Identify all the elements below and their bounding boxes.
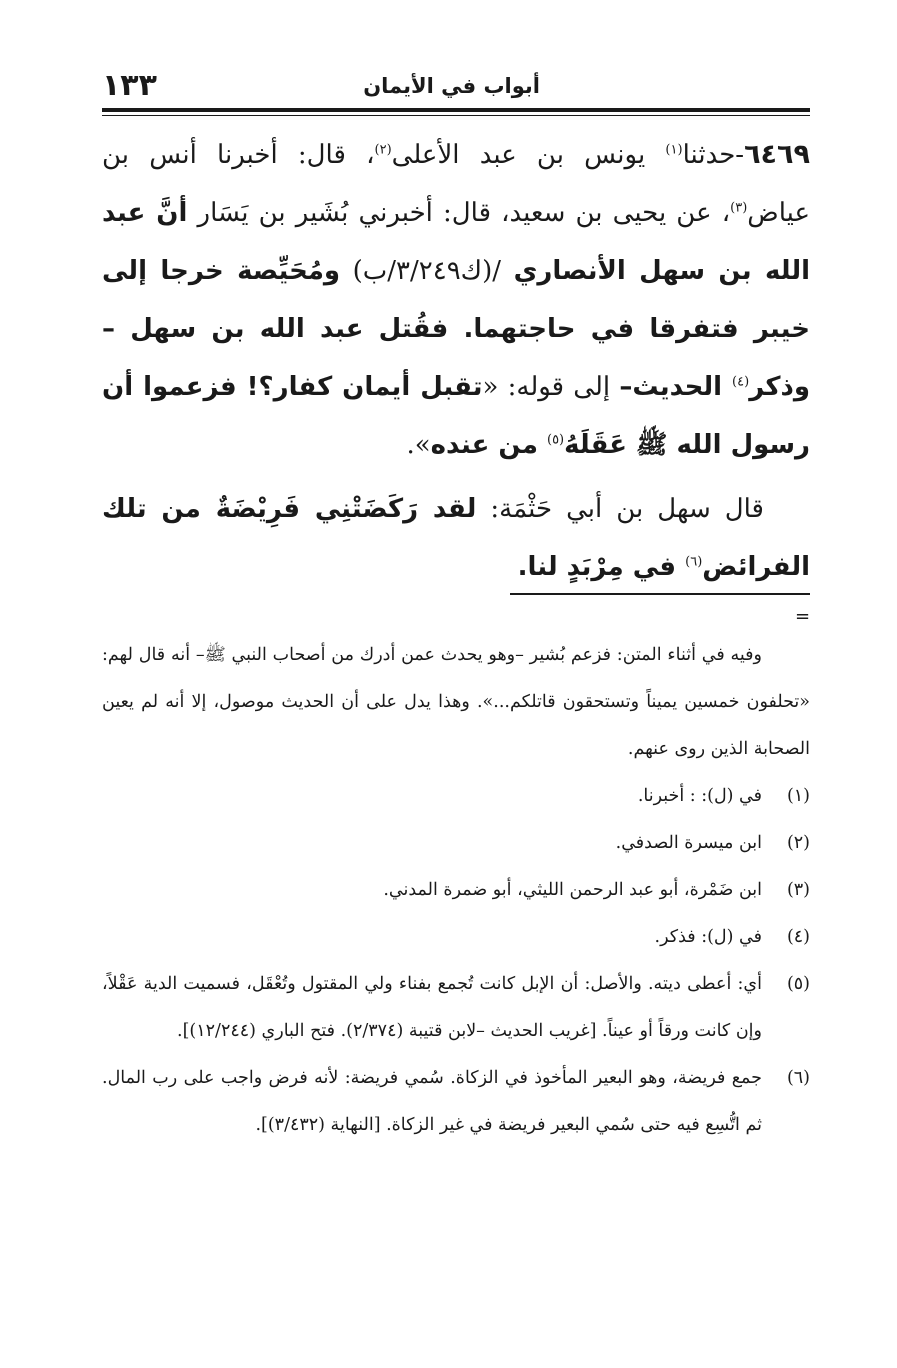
footnote-marker-5: (٥) [546, 432, 565, 448]
footnote-number: (٢) [786, 833, 810, 853]
footnote-marker-4: (٤) [732, 374, 750, 390]
footnote-number: (٥) [786, 974, 810, 994]
footnote-text: جمع فريضة، وهو البعير المأخوذ في الزكاة. سُمي فريضة: لأنه فرض واجب على رب المال. ثم اتُّسِع فيه حتى سُمي البعير فريضة في غير الزكاة. [النهاية (٣/٤٣٢)]. [102, 1068, 762, 1135]
footnote-marker-1: (١) [665, 142, 683, 158]
footnote-separator [510, 593, 810, 595]
text-run: ». [406, 430, 431, 460]
text-run: ، قال: أخبرنا أنس بن عياض [102, 140, 810, 228]
footnote-marker-2: (٢) [374, 142, 392, 158]
matn-bold-run: في مِرْبَدٍ لنا. [517, 552, 686, 582]
matn-bold-run: لقد رَكَضَتْنِي فَرِيْضَةٌ من تلك الفرائض [102, 494, 810, 582]
footnote-text: ابن ميسرة الصدفي. [615, 833, 762, 853]
text-run: قال سهل بن أبي حَثْمَة: [476, 494, 764, 524]
footnote-item [102, 1055, 810, 1149]
footnote-number: (١) [786, 786, 810, 806]
footnote-number: (٦) [786, 1068, 810, 1088]
footnote-marker-6: (٦) [685, 554, 703, 570]
footnote-marker-3: (٣) [730, 200, 748, 216]
page-number: ١٣٣ [102, 68, 157, 103]
page-header [102, 68, 810, 108]
hadith-text [102, 126, 810, 596]
footnote-text: في (ل): : أخبرنا. [637, 786, 762, 806]
footnote-item [102, 914, 810, 961]
matn-bold-run: الحديث– [619, 372, 733, 402]
matn-bold-run: من عنده [430, 430, 547, 460]
matn-bold-run: أنَّ عبد الله بن سهل الأنصاري [102, 198, 810, 286]
footnote-item [102, 773, 810, 820]
text-run: ، عن يحيى بن سعيد، قال: أخبرني بُشَير بن يَسَار [187, 198, 731, 228]
continuation-mark: = [795, 606, 811, 627]
header-rule-thin [102, 115, 810, 116]
running-title: أبواب في الأيمان [363, 74, 540, 98]
footnote-text: في (ل): فذكر. [654, 927, 762, 947]
footnote-text: ابن ضَمْرة، أبو عبد الرحمن الليثي، أبو ضمرة المدني. [383, 880, 762, 900]
header-rule-thick [102, 108, 810, 112]
footnote-item [102, 820, 810, 867]
footnote-item [102, 867, 810, 914]
hadith-paragraph-2 [102, 480, 810, 596]
footnotes [102, 632, 810, 1149]
hadith-number: ٦٤٦٩ [744, 139, 810, 170]
matn-bold-run: ومُحَيِّصة خرجا إلى خيبر فتفرقا في حاجتهما. فقُتل عبد الله بن سهل –وذكر [102, 256, 810, 402]
footnote-item [102, 961, 810, 1055]
text-run: يونس بن عبد الأعلى [391, 140, 666, 170]
text-run: إلى قوله: « [482, 372, 620, 402]
footnote-text: أي: أعطى ديته. والأصل: أن الإبل كانت تُجمع بفناء ولي المقتول وتُعْقَل، فسميت الدية عَقْلاً، وإن كانت ورقاً أو عيناً. [غريب الحديث –لابن قتيبة (٢/٣٧٤). فتح الباري (١٢/٢٤٤)]. [102, 974, 762, 1041]
manuscript-reference: /(ك٣/٢٤٩/ب) [340, 256, 514, 286]
footnote-number: (٤) [786, 927, 810, 947]
footnote-continuation: وفيه في أثناء المتن: فزعم بُشير –وهو يحدث عمن أدرك من أصحاب النبي ﷺ– أنه قال لهم: «تحلفون خمسين يميناً وتستحقون قاتلكم...». وهذا يدل على أن الحديث موصول، إلا أنه لم يعين الصحابة الذين روى عنهم. [102, 645, 810, 759]
footnote-number: (٣) [786, 880, 810, 900]
hadith-paragraph-1 [102, 126, 810, 474]
text-run: -حدثنا [682, 140, 745, 170]
matn-bold-run: تقبل أيمان كفار؟! فزعموا أن رسول الله ﷺ عَقَلَهُ [102, 372, 810, 460]
